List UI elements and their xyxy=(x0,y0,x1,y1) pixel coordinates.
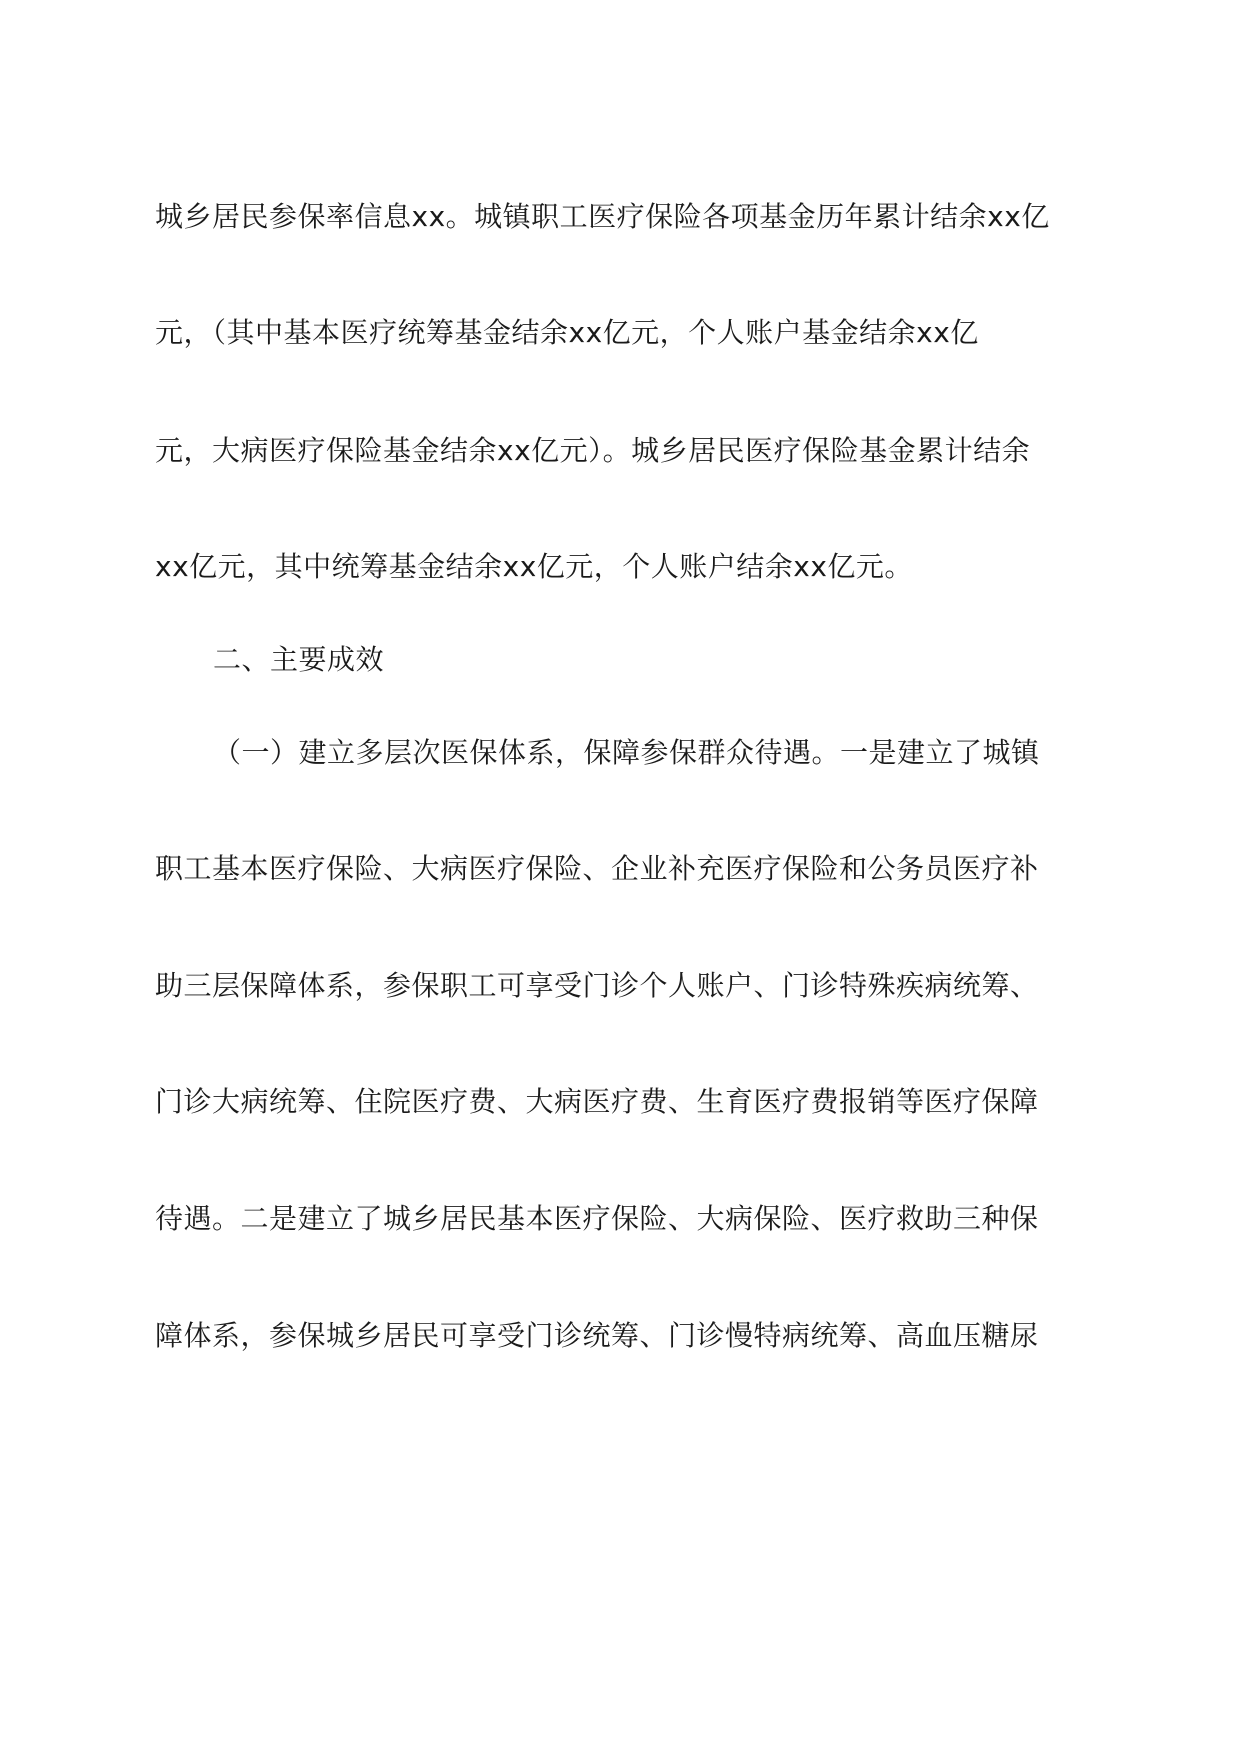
text-line: 助三层保障体系，参保职工可享受门诊个人账户、门诊特殊疾病统筹、 xyxy=(155,969,1039,1002)
text-line: xx亿元，其中统筹基金结余xx亿元，个人账户结余xx亿元。 xyxy=(155,550,913,583)
text-line: 门诊大病统筹、住院医疗费、大病医疗费、生育医疗费报销等医疗保障 xyxy=(155,1085,1039,1118)
text-line: 障体系，参保城乡居民可享受门诊统筹、门诊慢特病统筹、高血压糖尿 xyxy=(155,1319,1039,1352)
text-line: 城乡居民参保率信息xx。城镇职工医疗保险各项基金历年累计结余xx亿 xyxy=(155,200,1050,233)
text-line: 元，（其中基本医疗统筹基金结余xx亿元，个人账户基金结余xx亿 xyxy=(155,316,979,349)
text-line: 元，大病医疗保险基金结余xx亿元）。城乡居民医疗保险基金累计结余 xyxy=(155,434,1031,467)
text-line: 待遇。二是建立了城乡居民基本医疗保险、大病保险、医疗救助三种保 xyxy=(155,1202,1039,1235)
text-line: 职工基本医疗保险、大病医疗保险、企业补充医疗保险和公务员医疗补 xyxy=(155,852,1039,885)
section-heading: 二、主要成效 xyxy=(213,643,385,676)
text-line: （一）建立多层次医保体系，保障参保群众待遇。一是建立了城镇 xyxy=(213,736,1040,769)
